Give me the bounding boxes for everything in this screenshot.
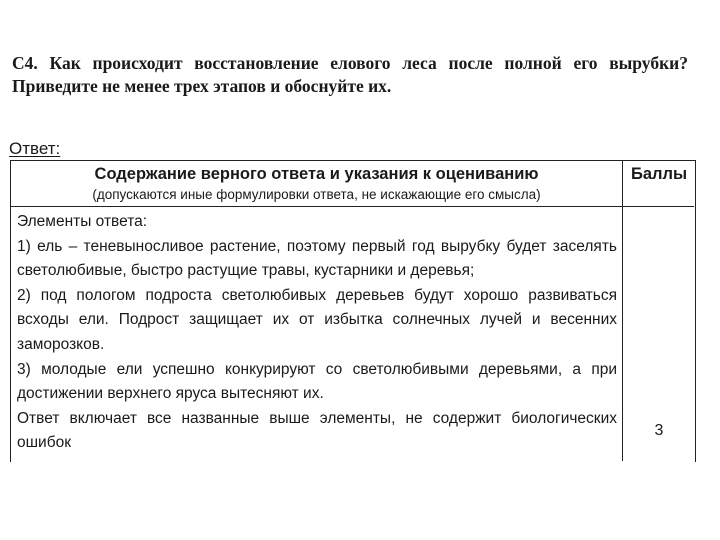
answer-label: Ответ: [9, 139, 61, 158]
elements-intro: Элементы ответа: [17, 213, 148, 230]
scoring-criterion: Ответ включает все названные выше элементы, не содержит биологических ошибок [17, 409, 617, 452]
table-header-points: Баллы [630, 165, 688, 183]
answer-element-3: 3) молодые ели успешно конкурируют со светолюбивыми деревьями, а при достижении верхнего яруса вытесняют их. [17, 360, 617, 403]
answer-element-1: 1) ель – теневыносливое растение, поэтому первый год вырубку будет заселять светолюбивые, быстро растущие травы, кустарники и деревья; [17, 237, 617, 280]
score-value: 3 [654, 422, 664, 439]
answer-element-2: 2) под пологом подроста светолюбивых деревьев будут хорошо развиваться всходы ели. Подрост защищает их от избытка солнечных лучей и весенних заморозков. [17, 286, 617, 353]
question-text: С4. Как происходит восстановление елового леса после полной его вырубки? Приведите не менее трех этапов и обоснуйте их. [12, 53, 688, 96]
table-header-divider [11, 206, 694, 207]
table-header-title: Содержание верного ответа и указания к оцениванию [94, 165, 539, 183]
answer-content [17, 210, 617, 456]
answer-table [10, 160, 696, 462]
table-header-note: (допускаются иные формулировки ответа, не искажающие его смысла) [92, 187, 541, 202]
